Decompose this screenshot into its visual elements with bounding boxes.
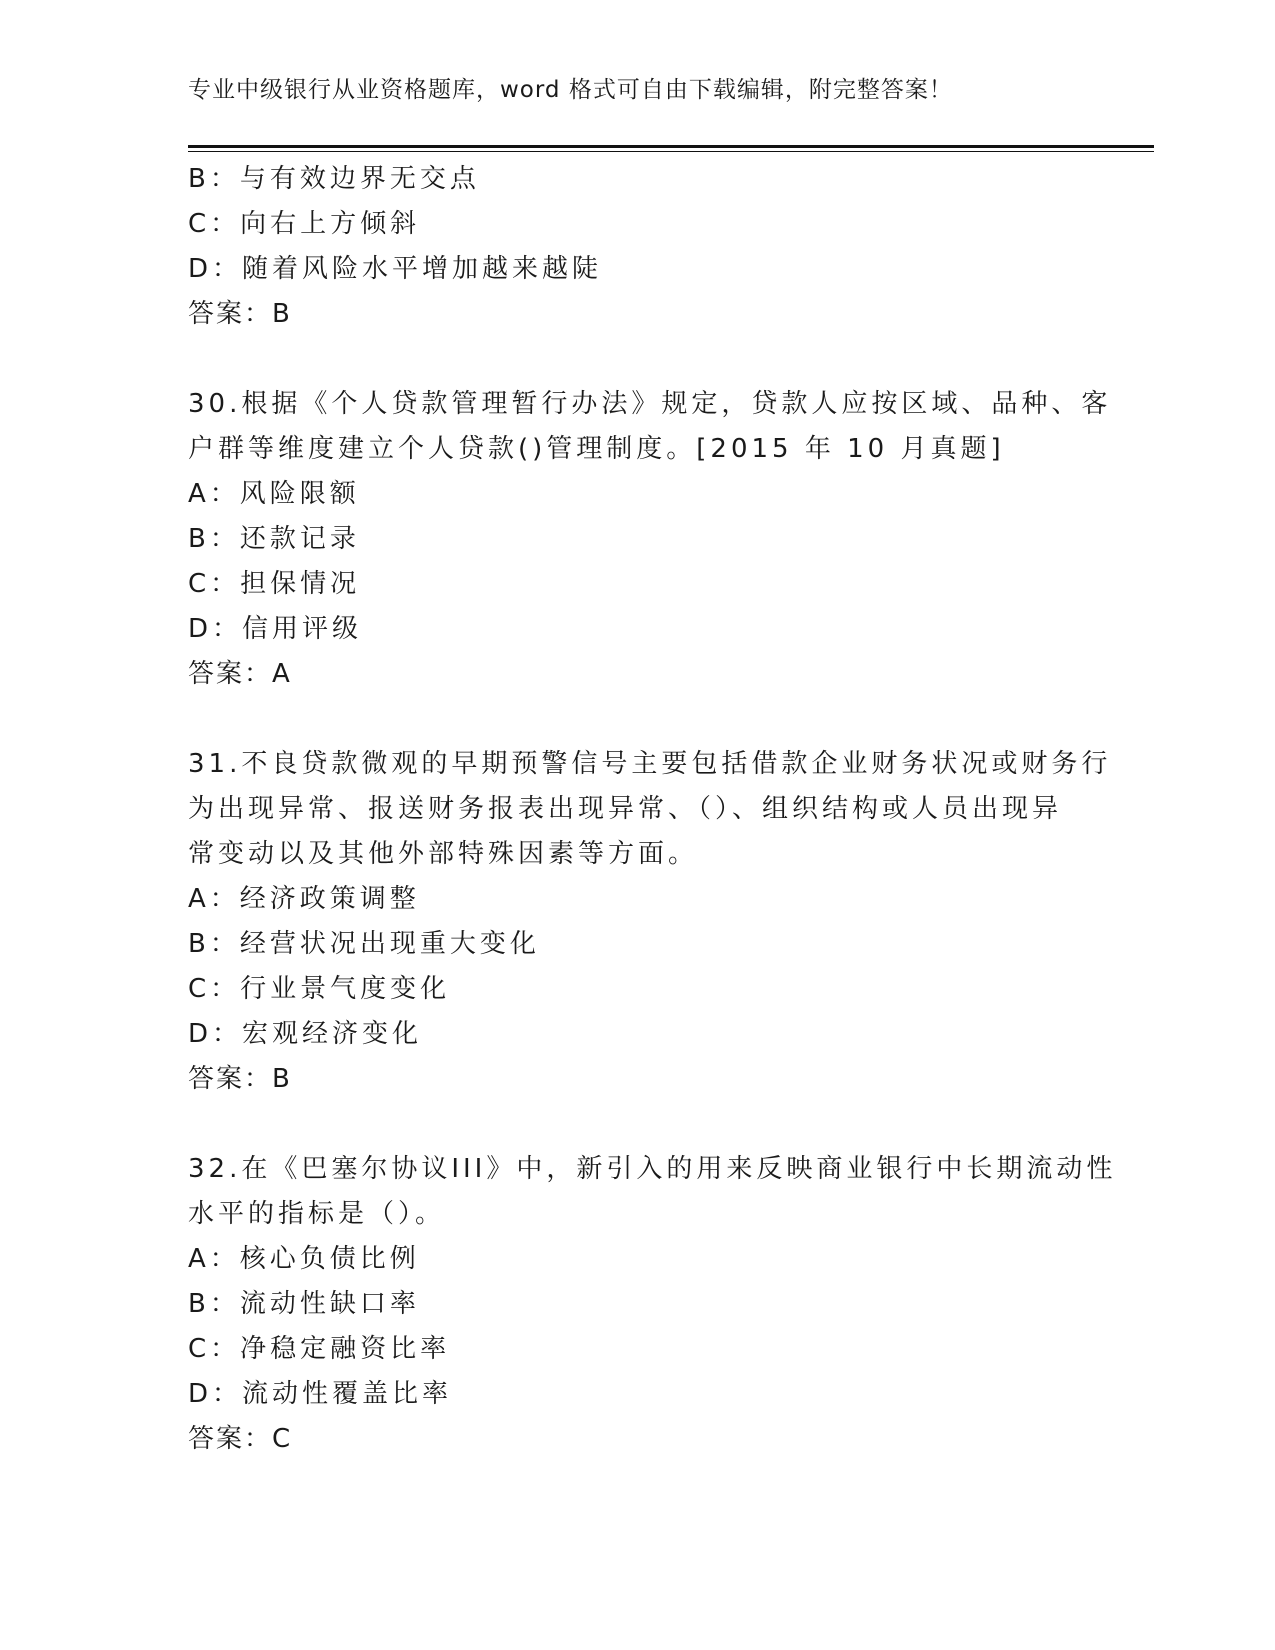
option-a: A：风险限额 (188, 479, 360, 509)
option-b: B：与有效边界无交点 (188, 164, 480, 194)
page-header: 专业中级银行从业资格题库，word 格式可自由下载编辑，附完整答案！ (188, 77, 953, 103)
question-31 (188, 742, 1112, 1102)
question-stem-line: 31.不良贷款微观的早期预警信号主要包括借款企业财务状况或财务行 (188, 749, 1112, 779)
option-d: D：流动性覆盖比率 (188, 1379, 453, 1409)
answer-line: 答案：A (188, 659, 292, 689)
question-stem-line: 32.在《巴塞尔协议III》中，新引入的用来反映商业银行中长期流动性 (188, 1154, 1117, 1184)
question-stem-line: 常变动以及其他外部特殊因素等方面。 (188, 839, 699, 869)
question-30 (188, 382, 1112, 697)
option-d: D：随着风险水平增加越来越陡 (188, 254, 603, 284)
question-stem-line: 为出现异常、报送财务报表出现异常、（）、组织结构或人员出现异 (188, 794, 1063, 824)
question-content (188, 157, 1117, 1462)
option-d: D：宏观经济变化 (188, 1019, 423, 1049)
header-rule-thick (188, 145, 1154, 148)
option-a: A：经济政策调整 (188, 884, 420, 914)
question-stem-line: 30.根据《个人贷款管理暂行办法》规定，贷款人应按区域、品种、客 (188, 389, 1112, 419)
option-b: B：经营状况出现重大变化 (188, 929, 540, 959)
option-b: B：流动性缺口率 (188, 1289, 420, 1319)
answer-line: 答案：B (188, 1064, 292, 1094)
answer-line: 答案：C (188, 1424, 293, 1454)
header-rule-thin (188, 151, 1154, 152)
option-c: C：净稳定融资比率 (188, 1334, 451, 1364)
option-a: A：核心负债比例 (188, 1244, 420, 1274)
option-c: C：担保情况 (188, 569, 361, 599)
option-d: D：信用评级 (188, 614, 363, 644)
option-c: C：行业景气度变化 (188, 974, 451, 1004)
question-stem-line: 水平的指标是（）。 (188, 1199, 446, 1229)
question-stem-line: 户群等维度建立个人贷款()管理制度。[2015 年 10 月真题] (188, 434, 1005, 464)
option-c: C：向右上方倾斜 (188, 209, 421, 239)
answer-line: 答案：B (188, 299, 292, 329)
option-b: B：还款记录 (188, 524, 360, 554)
prev-question (188, 157, 1088, 337)
question-32 (188, 1147, 1117, 1462)
